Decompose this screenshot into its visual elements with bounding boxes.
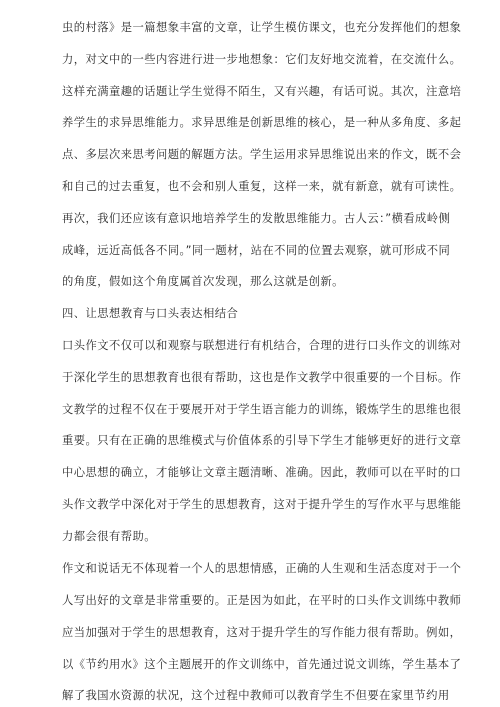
paragraph-line: 解了我国水资源的状况，这个过程中教师可以教育学生不但要在家里节约用 <box>62 689 450 702</box>
paragraph-line: 再次，我们还应该有意识地培养学生的发散思维能力。古人云：”横看成岭侧 <box>62 212 451 225</box>
section-heading: 四、让思想教育与口头表达相结合 <box>62 307 239 320</box>
paragraph-line: 和自己的过去重复，也不会和别人重复，这样一来，就有新意，就有可读性。 <box>62 180 462 193</box>
paragraph-line: 养学生的求异思维能力。求异思维是创新思维的核心，是一种从多角度、多起 <box>62 116 462 129</box>
paragraph-line: 应当加强对于学生的思想教育，这对于提升学生的写作能力很有帮助。例如， <box>62 626 462 639</box>
paragraph-line: 重要。只有在正确的思维模式与价值体系的引导下学生才能够更好的进行文章 <box>62 434 462 447</box>
paragraph-line: 口头作文不仅可以和观察与联想进行有机结合，合理的进行口头作文的训练对 <box>62 339 462 352</box>
paragraph-line: 头作文教学中深化对于学生的思想教育，这对于提升学生的写作水平与思维能 <box>62 498 462 511</box>
paragraph-line: 于深化学生的思想教育也很有帮助，这也是作文教学中很重要的一个目标。作 <box>62 371 462 384</box>
paragraph-line: 虫的村落》是一篇想象丰富的文章，让学生模仿课文，也充分发挥他们的想象 <box>62 21 462 34</box>
paragraph-line: 力都会很有帮助。 <box>62 530 156 543</box>
paragraph-line: 的角度，假如这个角度属首次发现，那么这就是创新。 <box>62 275 344 288</box>
paragraph-line: 人写出好的文章是非常重要的。正是因为如此，在平时的口头作文训练中教师 <box>62 594 462 607</box>
paragraph-line: 文教学的过程不仅在于要展开对于学生语言能力的训练，锻炼学生的思维也很 <box>62 403 462 416</box>
paragraph-line: 这样充满童趣的话题让学生觉得不陌生，又有兴趣，有话可说。其次，注意培 <box>62 85 462 98</box>
paragraph-line: 作文和说话无不体现着一个人的思想情感，正确的人生观和生活态度对于一个 <box>62 562 462 575</box>
paragraph-line: 力，对文中的一些内容进行进一步地想象：它们友好地交流着，在交流什么。 <box>62 53 462 66</box>
paragraph-line: 中心思想的确立，才能够让文章主题清晰、准确。因此，教师可以在平时的口 <box>62 466 462 479</box>
paragraph-line: 点、多层次来思考问题的解题方法。学生运用求异思维说出来的作文，既不会 <box>62 148 462 161</box>
paragraph-line: 成峰，远近高低各不同。”同一题材，站在不同的位置去观察，就可形成不同 <box>62 244 451 257</box>
paragraph-line: 以《节约用水》这个主题展开的作文训练中，首先通过说文训练，学生基本了 <box>62 658 462 671</box>
